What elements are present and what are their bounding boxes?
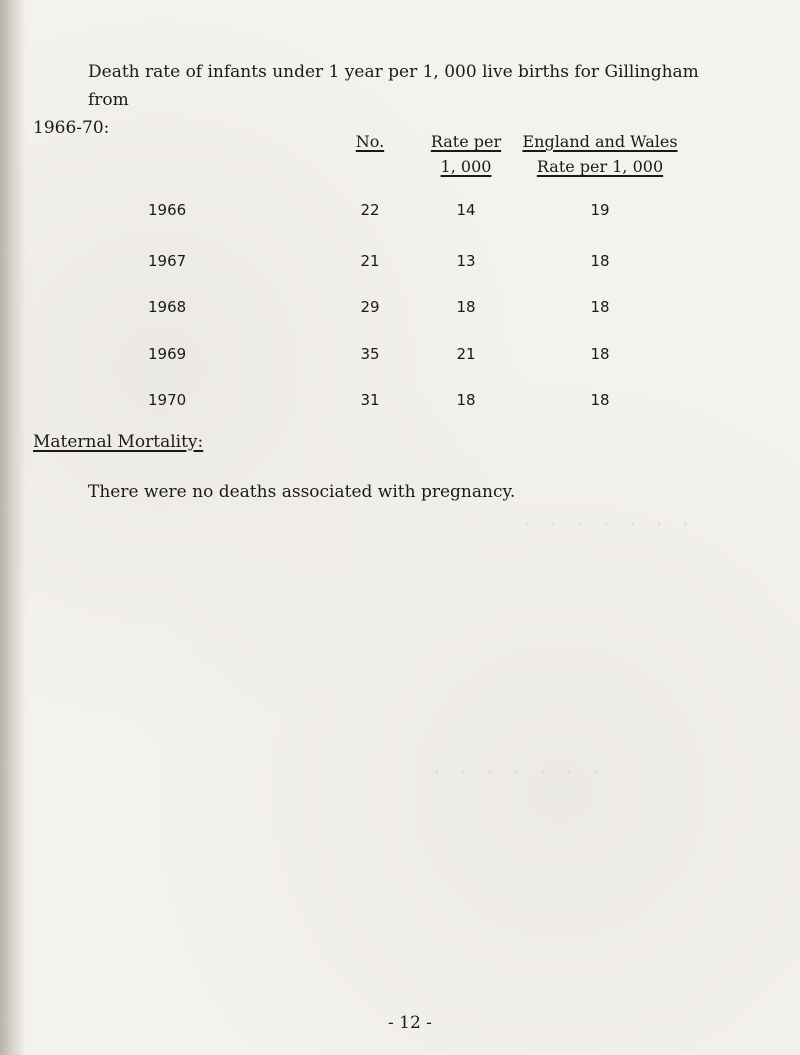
row-year: 1969 [148,345,187,363]
row-england-wales-rate: 18 [590,345,610,363]
header-england-wales-line-2: Rate per 1, 000 [536,157,664,176]
bleed-through-decoration: · · · · · · · [430,760,603,785]
row-rate: 14 [456,201,476,219]
row-no: 22 [360,201,380,219]
row-year: 1968 [148,298,187,316]
page-number: - 12 - [388,1013,432,1033]
page-edge-shadow [0,0,26,1055]
bleed-through-decoration: · · · · · · · [520,512,693,537]
row-no: 21 [360,252,380,270]
header-rate-line-1: Rate per [430,132,502,151]
row-england-wales-rate: 18 [590,391,610,409]
header-rate-line-2: 1, 000 [440,157,492,176]
row-rate: 13 [456,252,476,270]
row-year: 1966 [148,201,187,219]
row-rate: 21 [456,345,476,363]
intro-line-1: Death rate of infants under 1 year per 1, 000 live births for Gillingham from [88,62,699,110]
row-england-wales-rate: 19 [590,201,610,219]
row-year: 1967 [148,252,187,270]
row-no: 31 [360,391,380,409]
row-rate: 18 [456,391,476,409]
maternal-mortality-heading: Maternal Mortality: [33,432,204,452]
row-rate: 18 [456,298,476,316]
header-no: No. [355,132,385,151]
row-england-wales-rate: 18 [590,252,610,270]
row-year: 1970 [148,391,187,409]
row-england-wales-rate: 18 [590,298,610,316]
row-no: 35 [360,345,380,363]
row-no: 29 [360,298,380,316]
intro-paragraph [33,58,708,142]
header-england-wales-line-1: England and Wales [522,132,678,151]
intro-line-2: 1966-70: [33,118,110,138]
maternal-mortality-statement: There were no deaths associated with pregnancy. [88,482,516,502]
